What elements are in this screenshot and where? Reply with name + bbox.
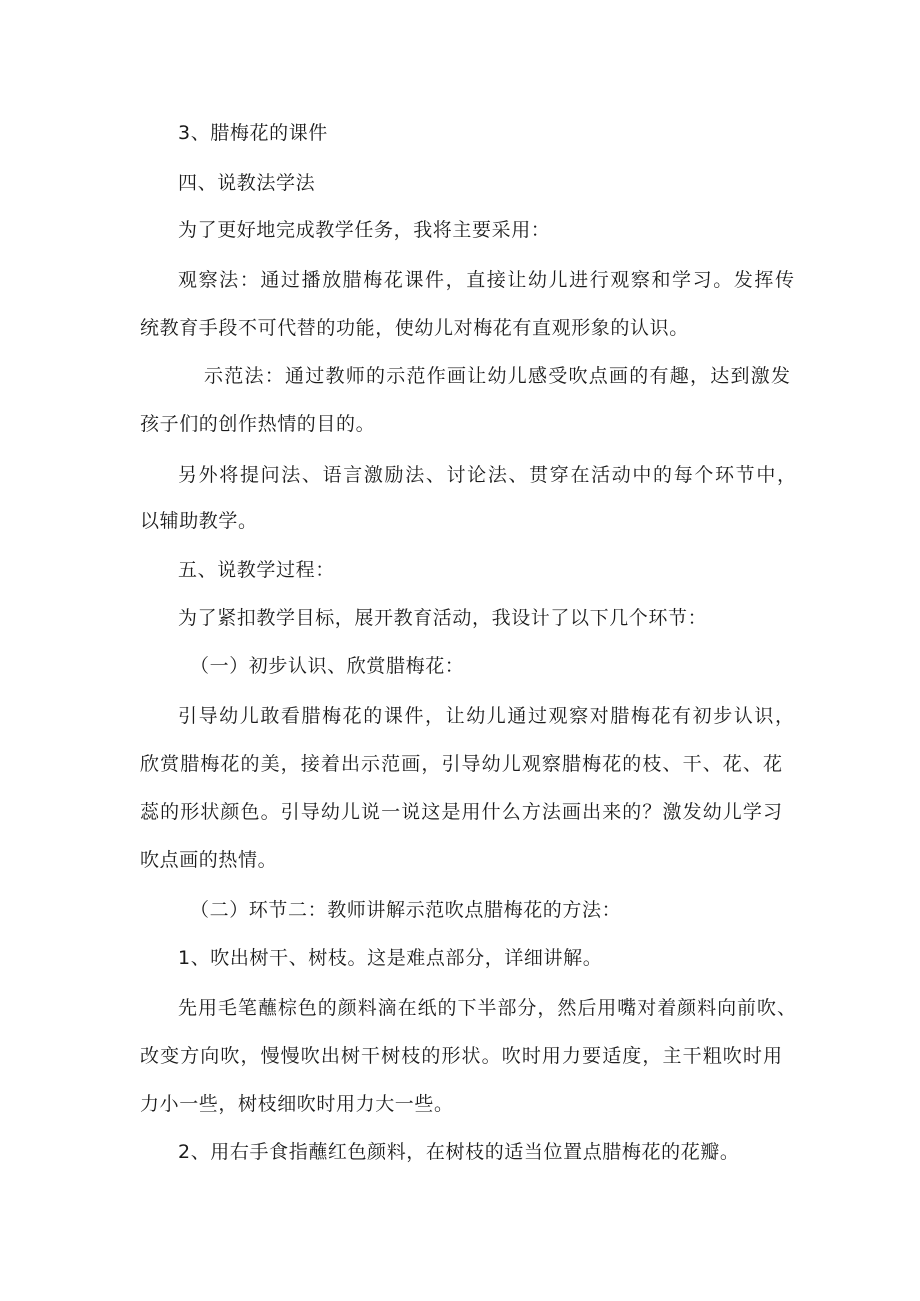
paragraph-intro-methods: 为了更好地完成教学任务，我将主要采用：	[178, 219, 551, 241]
section-heading-methods: 四、说教法学法	[178, 172, 316, 194]
paragraph-blow-method-line-3: 力小一些，树枝细吹时用力大一些。	[140, 1093, 454, 1115]
paragraph-step-one-line-2: 欣赏腊梅花的美，接着出示范画，引导幼儿观察腊梅花的枝、干、花、花	[140, 753, 782, 775]
paragraph-process-intro: 为了紧扣教学目标，展开教育活动，我设计了以下几个环节：	[178, 607, 708, 629]
paragraph-step-one-line-1: 引导幼儿敢看腊梅花的课件，让幼儿通过观察对腊梅花有初步认识，	[178, 705, 794, 727]
paragraph-demonstration-line-2: 孩子们的创作热情的目的。	[140, 413, 376, 435]
paragraph-blow-method-line-2: 改变方向吹，慢慢吹出树干树枝的形状。吹时用力要适度，主干粗吹时用	[140, 1045, 782, 1067]
paragraph-other-methods-line-1: 另外将提问法、语言激励法、讨论法、贯穿在活动中的每个环节中，	[178, 464, 796, 486]
paragraph-blow-method-line-1: 先用毛笔蘸棕色的颜料滴在纸的下半部分，然后用嘴对着颜料向前吹、	[178, 997, 796, 1019]
paragraph-observation-line-1: 观察法：通过播放腊梅花课件，直接让幼儿进行观察和学习。发挥传	[178, 269, 794, 291]
list-item-dot-petals: 2、用右手食指蘸红色颜料，在树枝的适当位置点腊梅花的花瓣。	[178, 1141, 740, 1163]
paragraph-step-one-line-3: 蕊的形状颜色。引导幼儿说一说这是用什么方法画出来的？激发幼儿学习	[140, 801, 782, 823]
list-item-courseware: 3、腊梅花的课件	[178, 122, 328, 144]
paragraph-step-one-line-4: 吹点画的热情。	[140, 849, 278, 871]
paragraph-demonstration-line-1: 示范法：通过教师的示范作画让幼儿感受吹点画的有趣，达到激发	[204, 365, 790, 387]
section-heading-process: 五、说教学过程：	[178, 559, 335, 581]
paragraph-observation-line-2: 统教育手段不可代替的功能，使幼儿对梅花有直观形象的认识。	[140, 317, 689, 339]
subheading-step-two: （二）环节二：教师讲解示范吹点腊梅花的方法：	[190, 899, 622, 921]
subheading-step-one: （一）初步认识、欣赏腊梅花：	[190, 655, 465, 677]
list-item-blow-trunk: 1、吹出树干、树枝。这是难点部分，详细讲解。	[178, 947, 603, 969]
paragraph-other-methods-line-2: 以辅助教学。	[140, 510, 258, 532]
